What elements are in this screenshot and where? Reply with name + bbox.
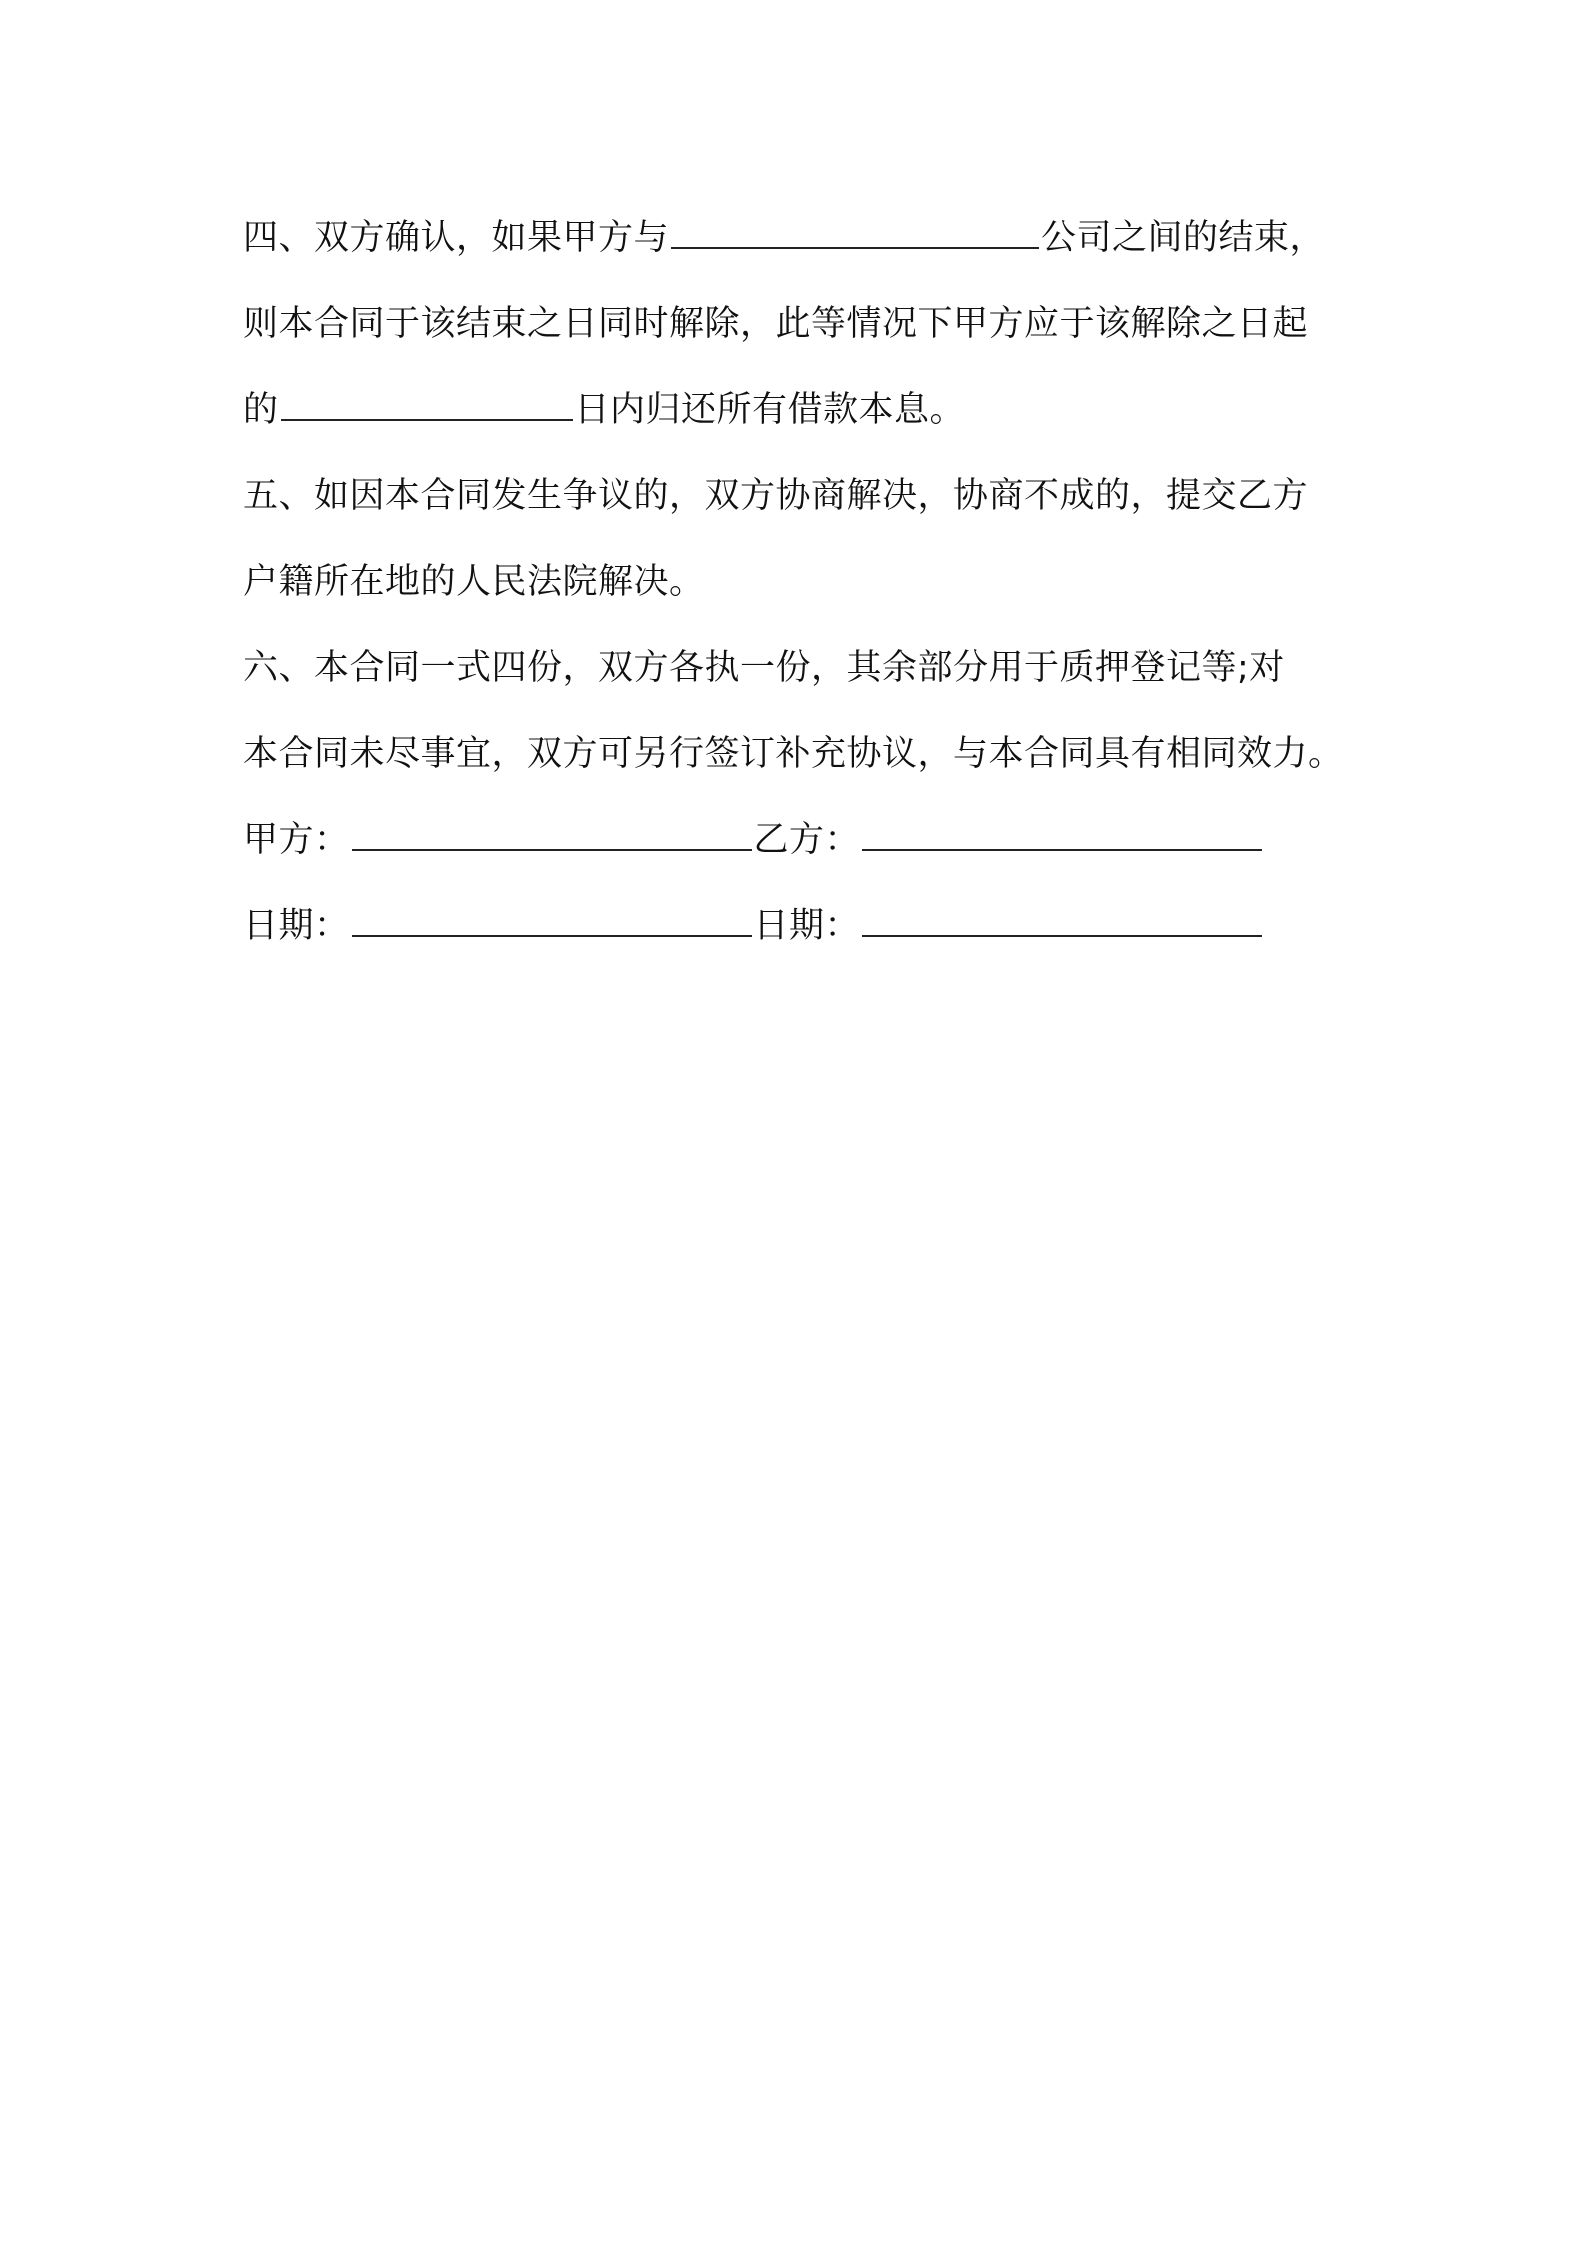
clause-4-text-prefix: 四、双方确认，如果甲方与 bbox=[243, 218, 670, 258]
days-blank bbox=[281, 385, 573, 421]
date-a-label: 日期： bbox=[243, 906, 350, 946]
clause-6-line-2: 本合同未尽事宜，双方可另行签订补充协议，与本合同具有相同效力。 bbox=[243, 734, 1344, 774]
clause-4-line-3 bbox=[243, 367, 1363, 453]
clause-5-line-1: 五、如因本合同发生争议的，双方协商解决，协商不成的，提交乙方 bbox=[243, 476, 1309, 516]
date-b-label: 日期： bbox=[753, 906, 861, 946]
signature-row-parties bbox=[243, 797, 1363, 883]
clause-6-line-1: 六、本合同一式四份，双方各执一份，其余部分用于质押登记等;对 bbox=[243, 648, 1285, 688]
company-name-blank bbox=[671, 213, 1039, 249]
party-b-signature-blank bbox=[862, 815, 1262, 851]
clause-5-line-2: 户籍所在地的人民法院解决。 bbox=[243, 562, 705, 602]
clause-4-line-3-prefix: 的 bbox=[243, 390, 279, 430]
date-a-blank bbox=[352, 901, 752, 937]
party-a-label: 甲方： bbox=[243, 820, 350, 860]
signature-row-dates bbox=[243, 883, 1363, 969]
clause-4-line-3-suffix: 日内归还所有借款本息。 bbox=[574, 390, 966, 430]
party-b-label: 乙方： bbox=[753, 820, 861, 860]
date-b-blank bbox=[862, 901, 1262, 937]
clause-4-line-1 bbox=[243, 195, 1363, 281]
clause-4-line-2: 则本合同于该结束之日同时解除，此等情况下甲方应于该解除之日起 bbox=[243, 304, 1309, 344]
party-a-signature-blank bbox=[352, 815, 752, 851]
contract-body bbox=[243, 195, 1363, 969]
clause-4-text-suffix: 公司之间的结束， bbox=[1041, 218, 1326, 258]
